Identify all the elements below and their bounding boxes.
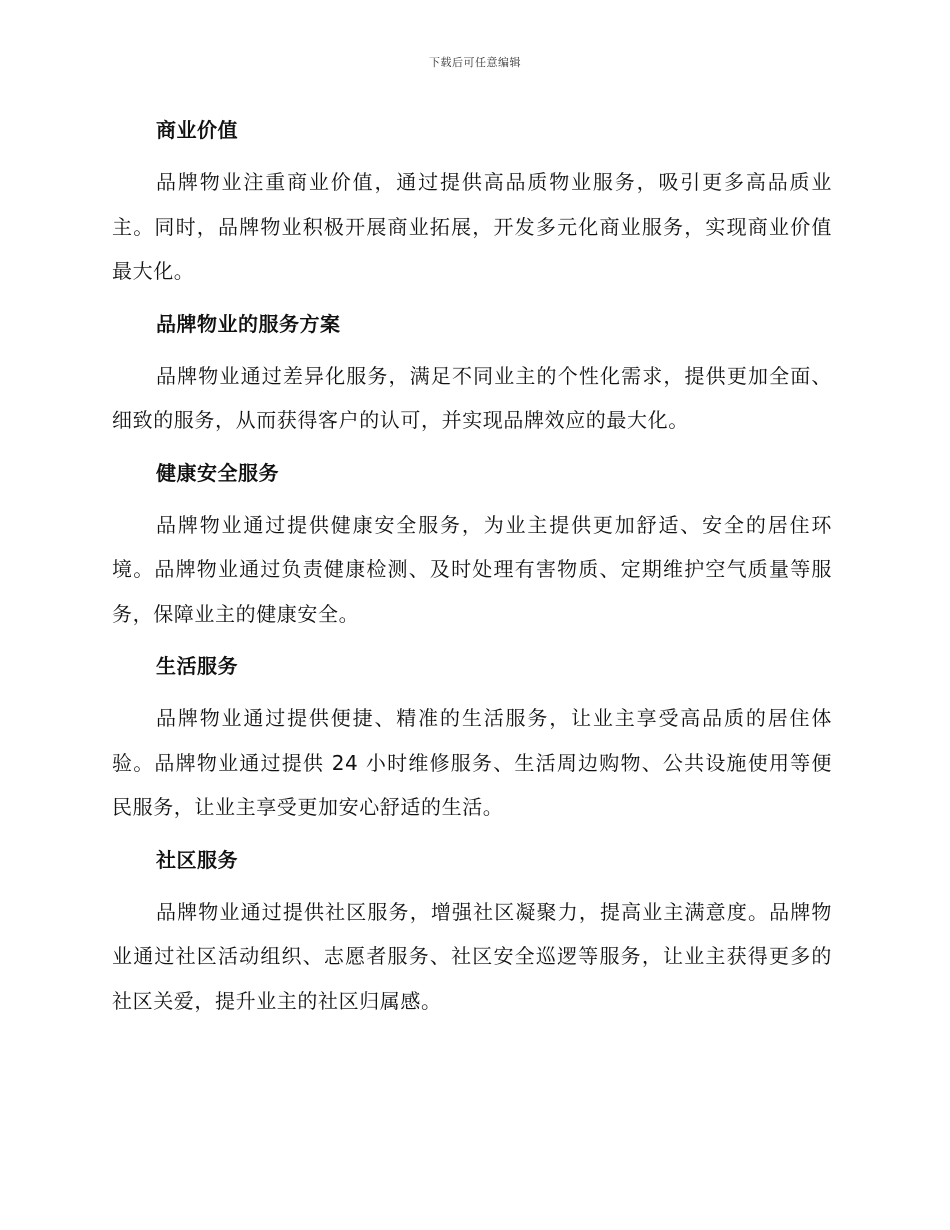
section-health-safety [112, 451, 832, 637]
section-paragraph: 品牌物业通过提供社区服务，增强社区凝聚力，提高业主满意度。品牌物业通过社区活动组织、志愿者服务、社区安全巡逻等服务，让业主获得更多的社区关爱，提升业主的社区归属感。 [112, 899, 832, 1013]
section-heading: 商业价值 [156, 118, 238, 142]
section-community-services [112, 838, 832, 1024]
section-heading: 品牌物业的服务方案 [156, 311, 341, 336]
section-commercial-value [112, 108, 832, 294]
section-paragraph: 品牌物业通过提供便捷、精准的生活服务，让业主享受高品质的居住体验。品牌物业通过提供 24 小时维修服务、生活周边购物、公共设施使用等便民服务，让业主享受更加安心舒适的生活。 [112, 706, 832, 819]
section-heading: 生活服务 [156, 654, 238, 678]
section-paragraph: 品牌物业通过提供健康安全服务，为业主提供更加舒适、安全的居住环境。品牌物业通过负责健康检测、及时处理有害物质、定期维护空气质量等服务，保障业主的健康安全。 [112, 512, 832, 626]
section-paragraph: 品牌物业通过差异化服务，满足不同业主的个性化需求，提供更加全面、细致的服务，从而获得客户的认可，并实现品牌效应的最大化。 [112, 363, 832, 432]
section-paragraph: 品牌物业注重商业价值，通过提供高品质物业服务，吸引更多高品质业主。同时，品牌物业积极开展商业拓展，开发多元化商业服务，实现商业价值最大化。 [112, 170, 832, 283]
section-life-services [112, 644, 832, 830]
section-heading: 健康安全服务 [156, 460, 279, 485]
section-heading: 社区服务 [156, 847, 238, 872]
section-service-plan [112, 302, 832, 443]
header-note: 下载后可任意编辑 [429, 56, 521, 69]
document-body [112, 108, 832, 1031]
